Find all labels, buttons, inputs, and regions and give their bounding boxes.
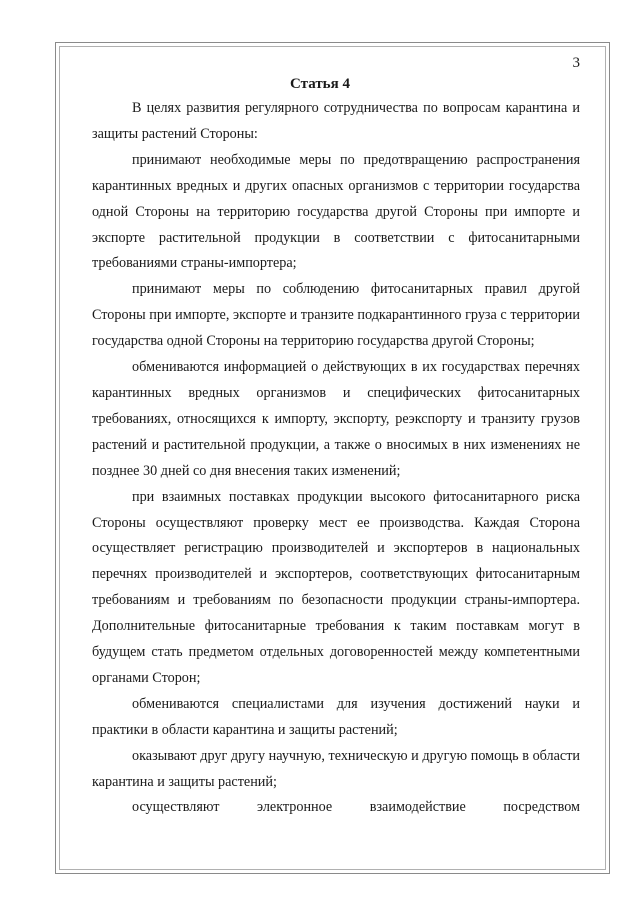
- paragraph-intro: В целях развития регулярного сотрудничества по вопросам карантина и защиты растений Стороны:: [92, 100, 580, 142]
- paragraph-2: принимают меры по соблюдению фитосанитарных правил другой Стороны при импорте, экспорте и транзите подкарантинного груза с территории государства одной Стороны на территорию государства другой Стороны;: [92, 281, 580, 350]
- article-body: [92, 96, 580, 821]
- paragraph-3: обмениваются информацией о действующих в их государствах перечнях карантинных вредных организмов и специфических фитосанитарных требованиях, относящихся к импорту, экспорту, реэкспорту и транзиту грузов растений и растительной продукции, а также о вносимых в них изменениях не позднее 30 дней со дня внесения таких изменений;: [92, 359, 580, 479]
- paragraph-6: оказывают друг другу научную, техническую и другую помощь в области карантина и защиты растений;: [92, 747, 580, 790]
- page-number: 3: [572, 55, 580, 71]
- paragraph-7: осуществляют электронное взаимодействие посредством: [132, 799, 580, 816]
- paragraph-1: принимают необходимые меры по предотвращению распространения карантинных вредных и других опасных организмов с территории государства одной Стороны на территорию государства другой Стороны при импорте и экспорте растительной продукции в соответствии с фитосанитарными требованиями страны-импортера;: [92, 151, 580, 272]
- paragraph-4: при взаимных поставках продукции высокого фитосанитарного риска Стороны осуществляют проверку мест ее производства. Каждая Сторона осуществляет регистрацию производителей и экспортеров в национальных перечнях производителей и экспортеров, соответствующих фитосанитарным требованиям и требованиям по безопасности продукции страны-импортера. Дополнительные фитосанитарные требования к таким поставкам могут в будущем стать предметом отдельных договоренностей между компетентными органами Сторон;: [92, 488, 580, 686]
- paragraph-5: обмениваются специалистами для изучения достижений науки и практики в области карантина и защиты растений;: [92, 695, 580, 738]
- article-title: Статья 4: [290, 76, 350, 92]
